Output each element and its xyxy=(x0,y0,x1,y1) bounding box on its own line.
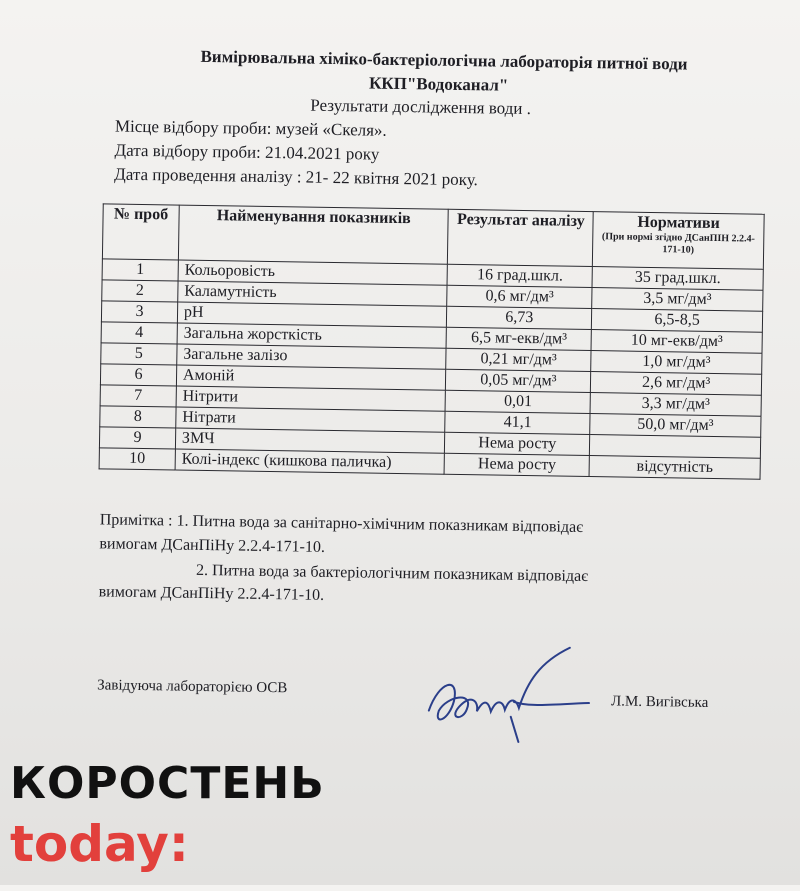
row-norm: 3,3 мг/дм³ xyxy=(590,393,761,417)
row-num: 1 xyxy=(102,259,178,281)
row-name: ЗМЧ xyxy=(175,428,445,453)
row-num: 9 xyxy=(99,427,175,449)
sampling-place: Місце відбору проби: музей «Скеля». xyxy=(114,116,387,140)
note-1: Примітка : 1. Питна вода за санітарно-хімічним показникам відповідає xyxy=(99,511,584,536)
signature-label: Завідуюча лабораторією ОСВ xyxy=(97,677,288,697)
header-num: № проб xyxy=(102,204,179,260)
results-title: Результати дослідження води . xyxy=(310,95,532,119)
analysis-date: Дата проведення аналізу : 21- 22 квітня 2021 року. xyxy=(114,164,478,190)
row-result: 0,05 мг/дм³ xyxy=(446,369,591,392)
row-name: Амоній xyxy=(176,365,446,390)
row-num: 10 xyxy=(99,448,175,470)
row-norm: 35 град.шкл. xyxy=(592,267,763,291)
row-norm: 1,0 мг/дм³ xyxy=(591,351,762,375)
row-result: 6,73 xyxy=(447,306,592,329)
row-norm: відсутність xyxy=(589,456,760,480)
header-name: Найменування показників xyxy=(178,205,448,264)
row-name: Загальна жорсткість xyxy=(177,323,447,348)
row-num: 7 xyxy=(100,385,176,407)
results-table xyxy=(99,203,765,479)
row-name: pH xyxy=(177,302,447,327)
row-num: 4 xyxy=(101,322,177,344)
row-num: 5 xyxy=(101,343,177,365)
row-result: Нема росту xyxy=(444,453,589,476)
watermark-logo-line2: today: xyxy=(10,815,189,873)
watermark-logo-line1: КОРОСТЕНЬ xyxy=(10,758,325,809)
row-result: 0,01 xyxy=(445,390,590,413)
row-name: Кольоровість xyxy=(178,260,448,285)
row-norm: 3,5 мг/дм³ xyxy=(592,288,763,312)
header-norm xyxy=(593,212,765,270)
signature-name: Л.М. Вигівська xyxy=(610,693,709,711)
row-result: 0,6 мг/дм³ xyxy=(447,285,592,308)
row-norm: 2,6 мг/дм³ xyxy=(591,372,762,396)
row-result: 6,5 мг-екв/дм³ xyxy=(446,327,591,350)
handwritten-signature xyxy=(418,640,600,753)
row-name: Каламутність xyxy=(178,281,448,306)
row-norm: 6,5-8,5 xyxy=(592,309,763,333)
row-num: 3 xyxy=(101,301,177,323)
org-title: ККП"Водоканал" xyxy=(368,73,509,95)
row-norm: 10 мг-екв/дм³ xyxy=(591,330,762,354)
header-norm-label: Нормативи xyxy=(637,213,720,233)
note-1-cont: вимогам ДСанПіНу 2.2.4-171-10. xyxy=(99,535,326,556)
header-norm-sub: (При нормі згідно ДСанПІН 2.2.4-171-10) xyxy=(601,231,755,256)
row-result: 0,21 мг/дм³ xyxy=(446,348,591,371)
row-name: Загальне залізо xyxy=(177,344,447,369)
row-norm xyxy=(590,435,761,459)
row-norm: 50,0 мг/дм³ xyxy=(590,414,761,438)
row-num: 6 xyxy=(100,364,176,386)
row-num: 8 xyxy=(100,406,176,428)
row-result: 41,1 xyxy=(445,411,590,434)
row-name: Нітрати xyxy=(176,407,446,432)
row-result: 16 град.шкл. xyxy=(447,264,592,287)
header-result: Результат аналізу xyxy=(448,209,594,266)
row-num: 2 xyxy=(102,280,178,302)
sampling-date: Дата відбору проби: 21.04.2021 року xyxy=(114,140,380,164)
row-name: Колі-індекс (кишкова паличка) xyxy=(175,449,445,474)
note-2: 2. Питна вода за бактеріологічним показникам відповідає xyxy=(195,561,589,586)
row-result: Нема росту xyxy=(445,432,590,455)
lab-title: Вимірювальна хіміко-бактеріологічна лабораторія питної води xyxy=(200,46,688,74)
note-2-cont: вимогам ДСанПіНу 2.2.4-171-10. xyxy=(98,583,325,604)
row-name: Нітрити xyxy=(176,386,446,411)
